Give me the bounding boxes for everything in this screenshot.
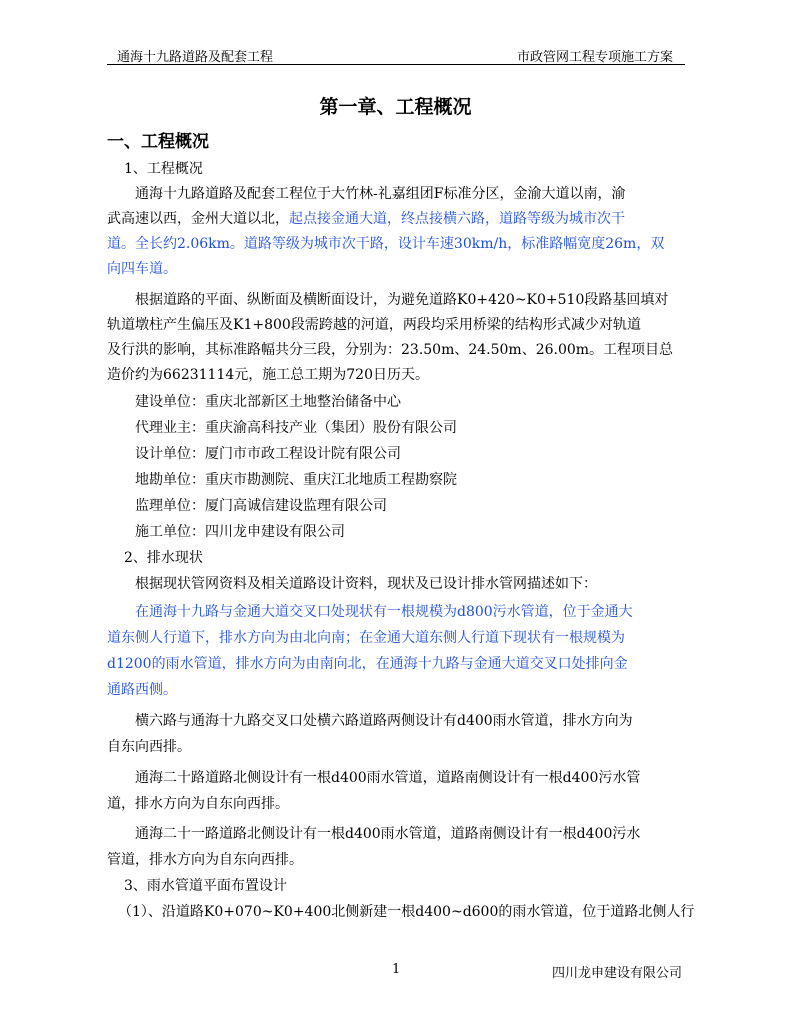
paragraph-line: 向四车道。 [107, 261, 177, 277]
paragraph-line: 在通海十九路与金通大道交叉口处现状有一根规模为d800污水管道，位于金通大 [135, 604, 633, 620]
paragraph-line: 道。全长约2.06km。道路等级为城市次干路，设计车速30km/h，标准路幅宽度26m，双 [107, 236, 665, 252]
page-number: 1 [392, 962, 401, 977]
paragraph-line: 通海十九路道路及配套工程位于大竹林-礼嘉组团F标准分区，金渝大道以南，渝 [135, 186, 626, 202]
paragraph-line: （1）、沿道路K0+070~K0+400北侧新建一根d400~d600的雨水管道，位于道路北侧人行 [118, 904, 695, 920]
chapter-title: 第一章、工程概况 [319, 96, 472, 118]
footer-company: 四川龙申建设有限公司 [552, 966, 683, 981]
paragraph-line: 自东向西排。 [107, 739, 191, 755]
paragraph-line: 横六路与通海十九路交叉口处横六路道路两侧设计有d400雨水管道，排水方向为 [135, 713, 633, 729]
paragraph-line: 轨道墩柱产生偏压及K1+800段需跨越的河道，两段均采用桥梁的结构形式减少对轨道 [107, 317, 641, 333]
unit-line: 建设单位：重庆北部新区土地整治储备中心 [135, 394, 401, 410]
paragraph-line: 道东侧人行道下，排水方向为由北向南；在金通大道东侧人行道下现状有一根规模为 [107, 630, 625, 646]
subheading-1: 1、工程概况 [124, 161, 203, 177]
paragraph-line: 道，排水方向为自东向西排。 [107, 796, 289, 812]
paragraph-line: 武高速以西，金州大道以北，起点接金通大道，终点接横六路，道路等级为城市次干 [107, 211, 625, 227]
paragraph-line: 根据道路的平面、纵断面及横断面设计，为避免道路K0+420~K0+510段路基回填对 [135, 292, 669, 308]
subheading-2: 2、排水现状 [124, 550, 203, 566]
unit-line: 代理业主：重庆渝高科技产业（集团）股份有限公司 [135, 420, 457, 436]
paragraph-line: 及行洪的影响，其标准路幅共分三段，分别为：23.50m、24.50m、26.00m。工程项目总 [107, 342, 674, 358]
unit-line: 监理单位：厦门高诚信建设监理有限公司 [135, 498, 387, 514]
subheading-3: 3、雨水管道平面布置设计 [124, 878, 287, 894]
paragraph-line: 通海二十一路道路北侧设计有一根d400雨水管道，道路南侧设计有一根d400污水 [135, 826, 641, 842]
paragraph-line: d1200的雨水管道，排水方向为由南向北，在通海十九路与金通大道交叉口处排向金 [107, 656, 628, 672]
paragraph-line: 通海二十路道路北侧设计有一根d400雨水管道，道路南侧设计有一根d400污水管 [135, 770, 641, 786]
paragraph-line: 根据现状管网资料及相关道路设计资料，现状及已设计排水管网描述如下： [135, 576, 597, 592]
paragraph-line: 管道，排水方向为自东向西排。 [107, 852, 303, 868]
unit-line: 设计单位：厦门市市政工程设计院有限公司 [135, 446, 401, 462]
paragraph-line: 造价约为66231114元，施工总工期为720日历天。 [107, 367, 429, 383]
section-heading: 一、工程概况 [107, 132, 209, 152]
unit-line: 地勘单位：重庆市勘测院、重庆江北地质工程勘察院 [135, 472, 457, 488]
page-header [107, 46, 685, 65]
unit-line: 施工单位：四川龙申建设有限公司 [135, 524, 345, 540]
paragraph-line: 通路西侧。 [107, 682, 177, 698]
header-project-name: 通海十九路道路及配套工程 [117, 50, 274, 65]
header-document-title: 市政管网工程专项施工方案 [516, 50, 673, 65]
